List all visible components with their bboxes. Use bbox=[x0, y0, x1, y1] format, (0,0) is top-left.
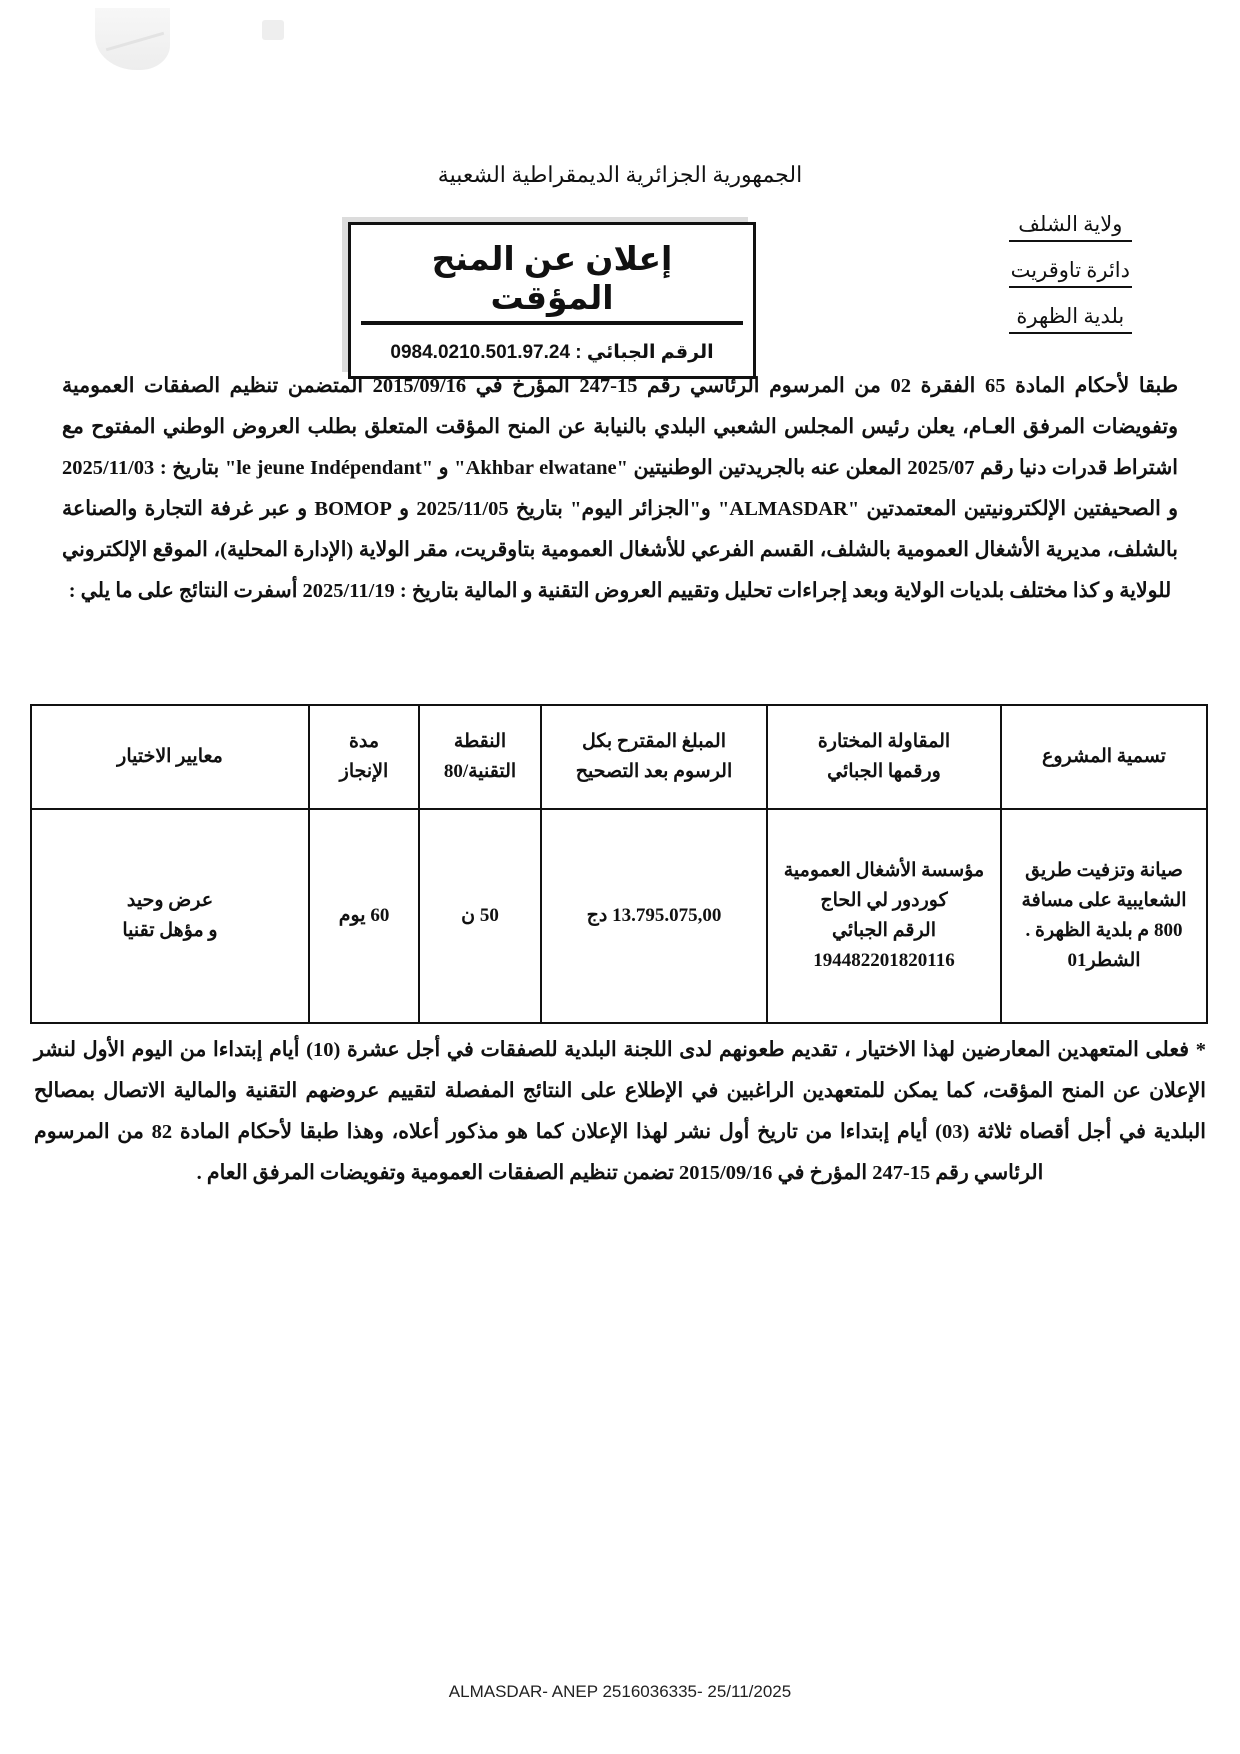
cell-technical-score: 50 ن bbox=[419, 809, 541, 1023]
header-project: تسمية المشروع bbox=[1001, 705, 1207, 809]
org-wilaya: ولاية الشلف bbox=[1009, 212, 1132, 242]
table-header-row bbox=[31, 705, 1207, 809]
cell-company: مؤسسة الأشغال العمومية كوردور لي الحاج الرقم الجبائي 194482201820116 bbox=[767, 809, 1001, 1023]
header-amount: المبلغ المقترح بكل الرسوم بعد التصحيح bbox=[541, 705, 767, 809]
organization-block bbox=[1009, 212, 1132, 350]
cell-selection-criteria: عرض وحيد و مؤهل تقنيا bbox=[31, 809, 309, 1023]
cell-project: صيانة وتزفيت طريق الشعايبية على مسافة 800 م بلدية الظهرة . الشطر01 bbox=[1001, 809, 1207, 1023]
cell-amount: 13.795.075,00 دج bbox=[541, 809, 767, 1023]
national-title: الجمهورية الجزائرية الديمقراطية الشعبية bbox=[437, 162, 803, 187]
scan-artifact bbox=[262, 20, 284, 40]
header-company: المقاولة المختارة ورقمها الجبائي bbox=[767, 705, 1001, 809]
cell-duration: 60 يوم bbox=[309, 809, 419, 1023]
org-daira: دائرة تاوقريت bbox=[1009, 258, 1132, 288]
header-duration: مدة الإنجاز bbox=[309, 705, 419, 809]
page-footer-reference: ALMASDAR- ANEP 2516036335- 25/11/2025 bbox=[448, 1682, 792, 1701]
announcement-body-paragraph: طبقا لأحكام المادة 65 الفقرة 02 من المرسوم الرئاسي رقم 15-247 المؤرخ في 2015/09/16 المتضمن تنظيم الصفقات العمومية وتفويضات المرفق العـام، يعلن رئيس المجلس الشعبي البلدي بالنيابة عن المنح المؤقت المتعلق بطلب العروض الوطني المفتوح مع اشتراط قدرات دنيا رقم 2025/07 المعلن عنه بالجريدتين الوطنيتين "Akhbar elwatane" و "le jeune Indépendant" بتاريخ : 2025/11/03 و الصحيفتين الإلكترونيتين المعتمدتين "ALMASDAR" و"الجزائر اليوم" بتاريخ 2025/11/05 و BOMOP و عبر غرفة التجارة والصناعة بالشلف، مديرية الأشغال العمومية بالشلف، القسم الفرعي للأشغال العمومية بتاوقريت، مقر الولاية (الإدارة المحلية)، الموقع الإلكتروني للولاية و كذا مختلف بلديات الولاية وبعد إجراءات تحليل وتقييم العروض التقنية و المالية بتاريخ : 2025/11/19 أسفرت النتائج على ما يلي : bbox=[62, 375, 1179, 602]
header-technical-score: النقطة التقنية/80 bbox=[419, 705, 541, 809]
announcement-title-box bbox=[348, 222, 756, 379]
announcement-title: إعلان عن المنح المؤقت bbox=[361, 239, 743, 325]
table-row bbox=[31, 809, 1207, 1023]
scan-artifact bbox=[106, 32, 165, 51]
results-table bbox=[30, 704, 1208, 1024]
org-baladia: بلدية الظهرة bbox=[1009, 304, 1132, 334]
appeal-notice-paragraph: * فعلى المتعهدين المعارضين لهذا الاختيار ، تقديم طعونهم لدى اللجنة البلدية للصفقات في أجل عشرة (10) أيام إبتداءا من اليوم الأول لنشر الإعلان عن المنح المؤقت، كما يمكن للمتعهدين الراغبين في الإطلاع على النتائج المفصلة لتقييم عروضهم التقنية والمالية الاتصال بمصالح البلدية في أجل أقصاه ثلاثة (03) أيام إبتداءا من تاريخ أول نشر لهذا الإعلان كما هو مذكور أعلاه، وهذا طبقا لأحكام المادة 82 من المرسوم الرئاسي رقم 15-247 المؤرخ في 2015/09/16 تضمن تنظيم الصفقات العمومية وتفويضات المرفق العام . bbox=[34, 1039, 1206, 1184]
scan-artifact bbox=[95, 8, 170, 70]
tax-id-value: الرقم الجبائي : 0984.0210.501.97.24 bbox=[390, 342, 714, 363]
header-selection-criteria: معايير الاختيار bbox=[31, 705, 309, 809]
